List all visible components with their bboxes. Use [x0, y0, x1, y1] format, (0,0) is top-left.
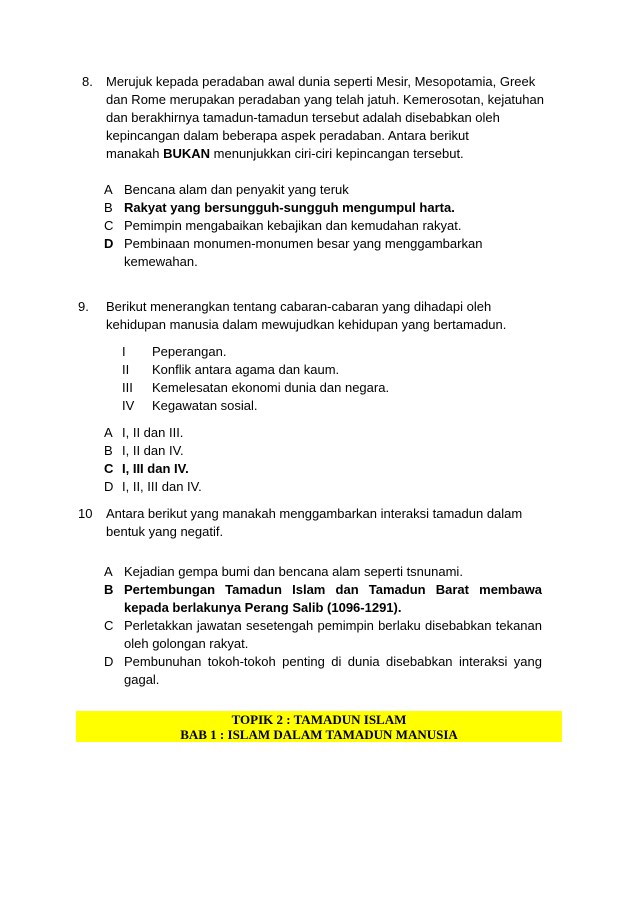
question-text-line: Merujuk kepada peradaban awal dunia seperti Mesir, Mesopotamia, Greek	[106, 74, 536, 89]
option-text: Perletakkan jawatan sesetengah pemimpin berlaku disebabkan tekanan	[124, 618, 542, 633]
option-letter: A	[104, 182, 113, 197]
option-text: Pertembungan Tamadun Islam dan Tamadun Barat membawa	[124, 582, 542, 597]
option-letter: D	[104, 654, 114, 669]
option-text: I, III dan IV.	[122, 461, 189, 476]
option-text: gagal.	[124, 672, 160, 687]
roman-numeral: I	[122, 344, 126, 359]
option-letter: B	[104, 200, 113, 215]
option-text: Bencana alam dan penyakit yang teruk	[124, 182, 349, 197]
emphasis-bukan: BUKAN	[163, 146, 211, 161]
option-text: I, II, III dan IV.	[122, 479, 202, 494]
question-text-line: manakah BUKAN menunjukkan ciri-ciri kepincangan tersebut.	[106, 146, 464, 161]
option-letter: B	[104, 443, 113, 458]
question-number: 8.	[82, 74, 93, 89]
option-letter: A	[104, 564, 113, 579]
statement-text: Konflik antara agama dan kaum.	[152, 362, 340, 377]
option-text: Pemimpin mengabaikan kebajikan dan kemudahan rakyat.	[124, 218, 462, 233]
option-letter: C	[104, 461, 114, 476]
topic-banner	[76, 711, 562, 742]
option-text: kemewahan.	[124, 254, 198, 269]
question-text-line: Berikut menerangkan tentang cabaran-cabaran yang dihadapi oleh	[106, 299, 492, 314]
option-text: Pembunuhan tokoh-tokoh penting di dunia disebabkan interaksi yang	[124, 654, 542, 669]
option-text: Pembinaan monumen-monumen besar yang menggambarkan	[124, 236, 483, 251]
option-text: I, II dan IV.	[122, 443, 184, 458]
option-letter: C	[104, 218, 114, 233]
question-number: 10	[78, 506, 93, 521]
question-text-line: dan berakhirnya tamadun-tamadun tersebut adalah disebabkan oleh	[106, 110, 500, 125]
chapter-title: BAB 1 : ISLAM DALAM TAMADUN MANUSIA	[180, 727, 458, 742]
statement-text: Kemelesatan ekonomi dunia dan negara.	[152, 380, 390, 395]
topic-title: TOPIK 2 : TAMADUN ISLAM	[231, 712, 407, 727]
option-text: Kejadian gempa bumi dan bencana alam seperti tsnunami.	[124, 564, 463, 579]
roman-numeral: IV	[122, 398, 135, 413]
question-text-line: dan Rome merupakan peradaban yang telah jatuh. Kemerosotan, kejatuhan	[106, 92, 544, 107]
option-letter: A	[104, 425, 113, 440]
option-letter: C	[104, 618, 114, 633]
statement-text: Peperangan.	[152, 344, 227, 359]
roman-numeral: III	[122, 380, 133, 395]
question-text-line: bentuk yang negatif.	[106, 524, 224, 539]
question-text-line: Antara berikut yang manakah menggambarkan interaksi tamadun dalam	[106, 506, 523, 521]
question-text-line: kepincangan dalam beberapa aspek peradaban. Antara berikut	[106, 128, 469, 143]
option-letter: B	[104, 582, 114, 597]
option-text: Rakyat yang bersungguh-sungguh mengumpul harta.	[124, 200, 455, 215]
option-letter: D	[104, 479, 114, 494]
option-text: kepada berlakunya Perang Salib (1096-1291).	[124, 600, 402, 615]
question-text-line: kehidupan manusia dalam mewujudkan kehidupan yang bertamadun.	[106, 317, 507, 332]
question-number: 9.	[78, 299, 89, 314]
option-text: oleh golongan rakyat.	[124, 636, 249, 651]
statement-text: Kegawatan sosial.	[152, 398, 258, 413]
option-letter: D	[104, 236, 114, 251]
roman-numeral: II	[122, 362, 130, 377]
option-text: I, II dan III.	[122, 425, 184, 440]
